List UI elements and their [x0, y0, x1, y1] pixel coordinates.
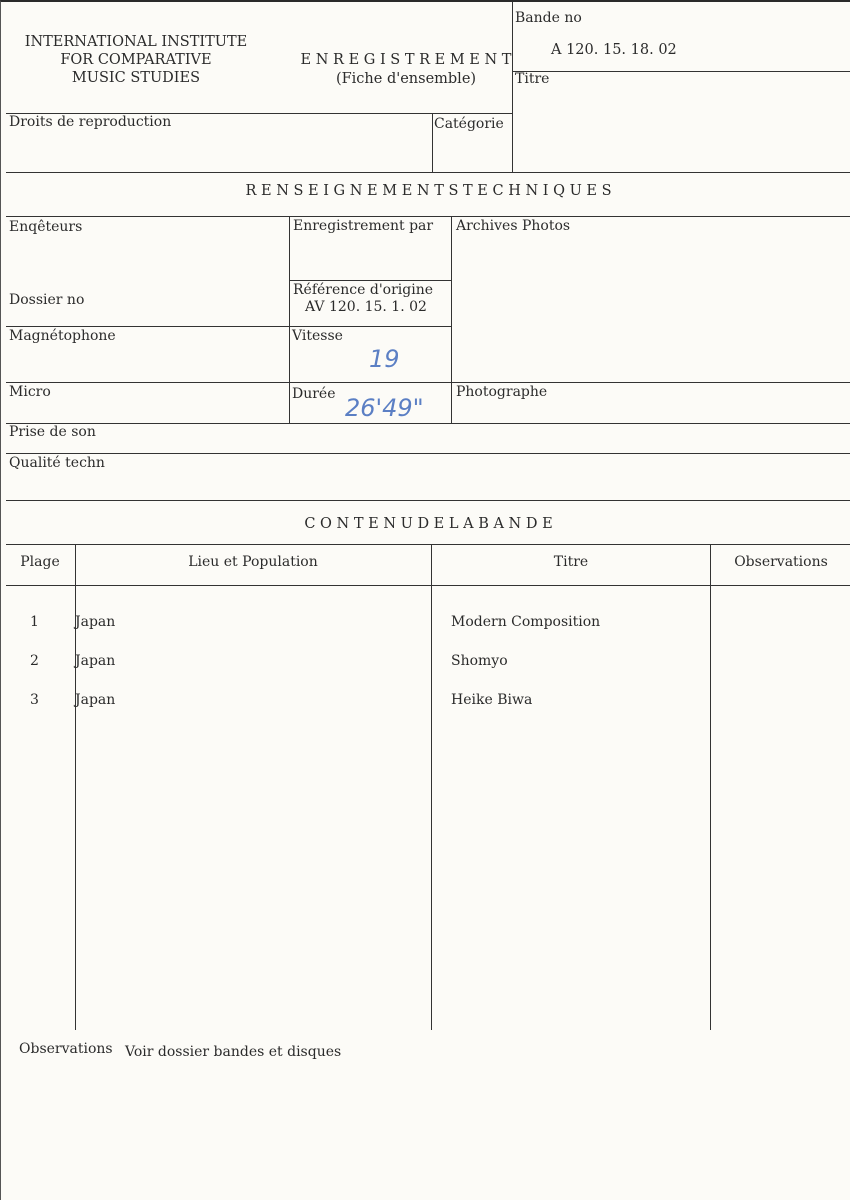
- micro-label: Micro: [9, 384, 51, 400]
- contents-section-title: C O N T E N U D E L A B A N D E: [304, 516, 553, 532]
- header-divider: [512, 2, 513, 172]
- reference-value: AV 120. 15. 1. 02: [305, 299, 427, 315]
- row-2-lieu: Japan: [75, 653, 116, 669]
- qualite-label: Qualité techn: [9, 455, 105, 471]
- column-header-observations: Observations: [734, 554, 828, 570]
- bande-value: A 120. 15. 18. 02: [551, 42, 677, 58]
- photographe-label: Photographe: [456, 384, 548, 400]
- reference-label: Référence d'origine: [293, 282, 434, 298]
- institute-name-line2: FOR COMPARATIVE: [60, 52, 212, 68]
- observations-value: Voir dossier bandes et disques: [125, 1044, 342, 1060]
- form-subtitle: (Fiche d'ensemble): [335, 71, 477, 87]
- column-header-plage: Plage: [20, 554, 60, 570]
- row-1-lieu: Japan: [75, 614, 116, 630]
- vitesse-label: Vitesse: [292, 328, 343, 344]
- technical-section-title: R E N S E I G N E M E N T S T E C H N I Q U E S: [245, 183, 612, 199]
- bande-label: Bande no: [515, 10, 582, 26]
- prise-de-son-label: Prise de son: [9, 424, 96, 440]
- magnetophone-label: Magnétophone: [9, 328, 116, 344]
- institute-name-line3: MUSIC STUDIES: [71, 70, 201, 86]
- row-3-titre: Heike Biwa: [451, 692, 533, 708]
- vitesse-handwritten-value: 19: [369, 345, 400, 373]
- dossier-label: Dossier no: [9, 292, 85, 308]
- row-2-titre: Shomyo: [451, 653, 508, 669]
- titre-label: Titre: [515, 71, 550, 87]
- row-2-plage: 2: [30, 653, 39, 669]
- column-header-lieu: Lieu et Population: [188, 554, 318, 570]
- observations-label: Observations: [19, 1041, 113, 1057]
- duree-handwritten-value: 26'49": [345, 394, 424, 422]
- institute-name-line1: INTERNATIONAL INSTITUTE: [24, 34, 248, 50]
- archives-label: Archives Photos: [456, 218, 571, 234]
- enqueteurs-label: Enqêteurs: [9, 219, 83, 235]
- row-3-plage: 3: [30, 692, 39, 708]
- enregistrement-label: Enregistrement par: [293, 218, 434, 234]
- droits-label: Droits de reproduction: [9, 114, 172, 130]
- categorie-label: Catégorie: [434, 116, 504, 132]
- form-title: E N R E G I S T R E M E N T: [300, 52, 512, 68]
- column-header-titre: Titre: [553, 554, 589, 570]
- row-3-lieu: Japan: [75, 692, 116, 708]
- duree-label: Durée: [292, 386, 336, 402]
- row-1-titre: Modern Composition: [451, 614, 601, 630]
- row-1-plage: 1: [30, 614, 39, 630]
